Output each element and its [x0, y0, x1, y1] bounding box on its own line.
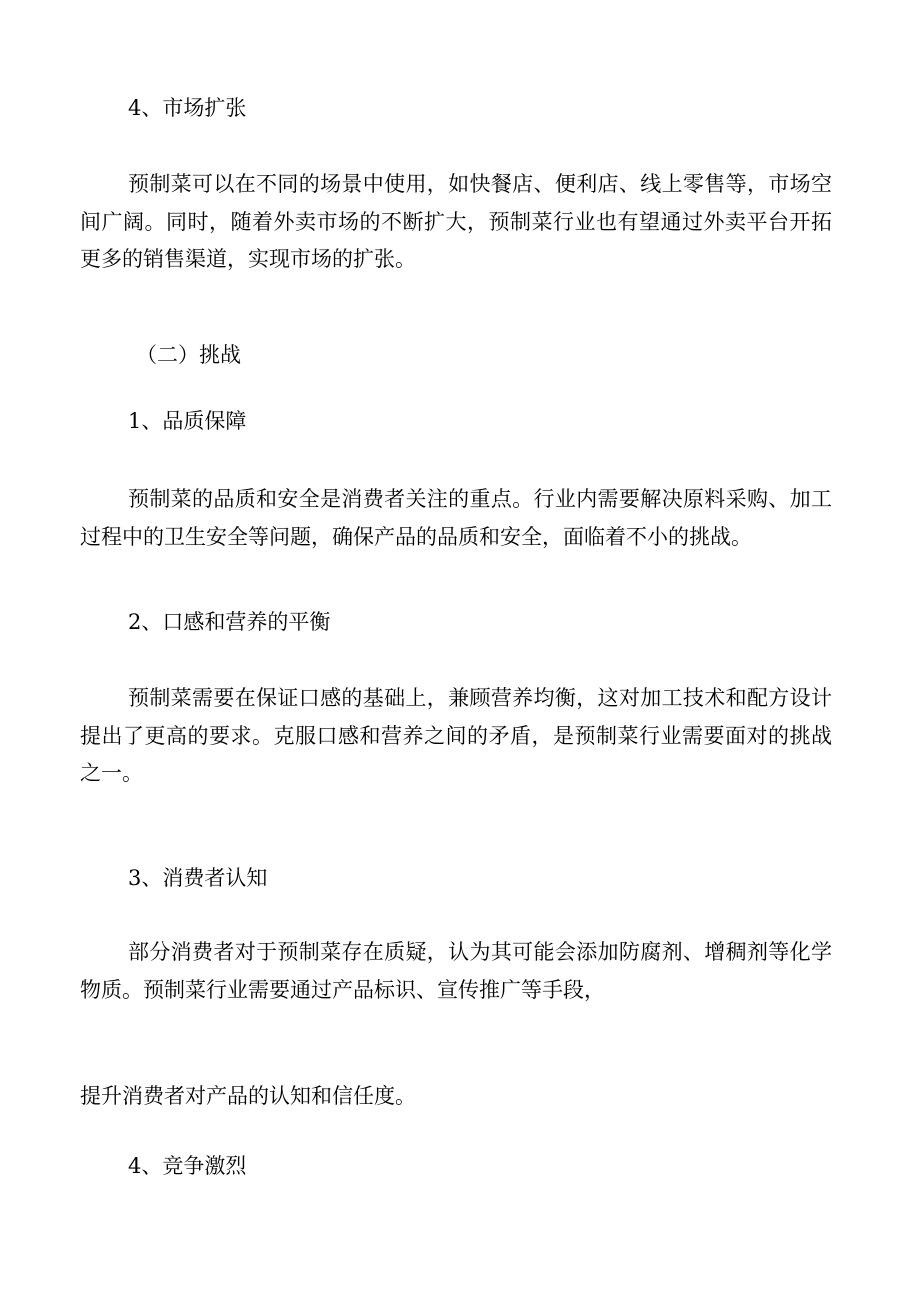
paragraph-taste-nutrition: 预制菜需要在保证口感的基础上，兼顾营养均衡，这对加工技术和配方设计提出了更高的要求。克服口感和营养之间的矛盾，是预制菜行业需要面对的挑战之一。	[80, 686, 832, 785]
section-heading-fierce-competition: 4、竞争激烈	[128, 1154, 247, 1178]
section-heading-quality-assurance: 1、品质保障	[128, 409, 247, 433]
section-heading-challenges: （二）挑战	[136, 343, 241, 367]
paragraph-market-expansion: 预制菜可以在不同的场景中使用，如快餐店、便利店、线上零售等，市场空间广阔。同时，随着外卖市场的不断扩大，预制菜行业也有望通过外卖平台开拓更多的销售渠道，实现市场的扩张。	[80, 172, 832, 271]
section-heading-taste-nutrition: 2、口感和营养的平衡	[128, 610, 331, 634]
paragraph-consumer-perception-continued: 提升消费者对产品的认知和信任度。	[80, 1084, 416, 1108]
section-heading-market-expansion: 4、市场扩张	[128, 96, 247, 120]
paragraph-consumer-perception: 部分消费者对于预制菜存在质疑，认为其可能会添加防腐剂、增稠剂等化学物质。预制菜行业需要通过产品标识、宣传推广等手段，	[80, 940, 832, 1002]
section-heading-consumer-perception: 3、消费者认知	[128, 866, 268, 890]
paragraph-quality-assurance: 预制菜的品质和安全是消费者关注的重点。行业内需要解决原料采购、加工过程中的卫生安全等问题，确保产品的品质和安全，面临着不小的挑战。	[80, 487, 832, 549]
